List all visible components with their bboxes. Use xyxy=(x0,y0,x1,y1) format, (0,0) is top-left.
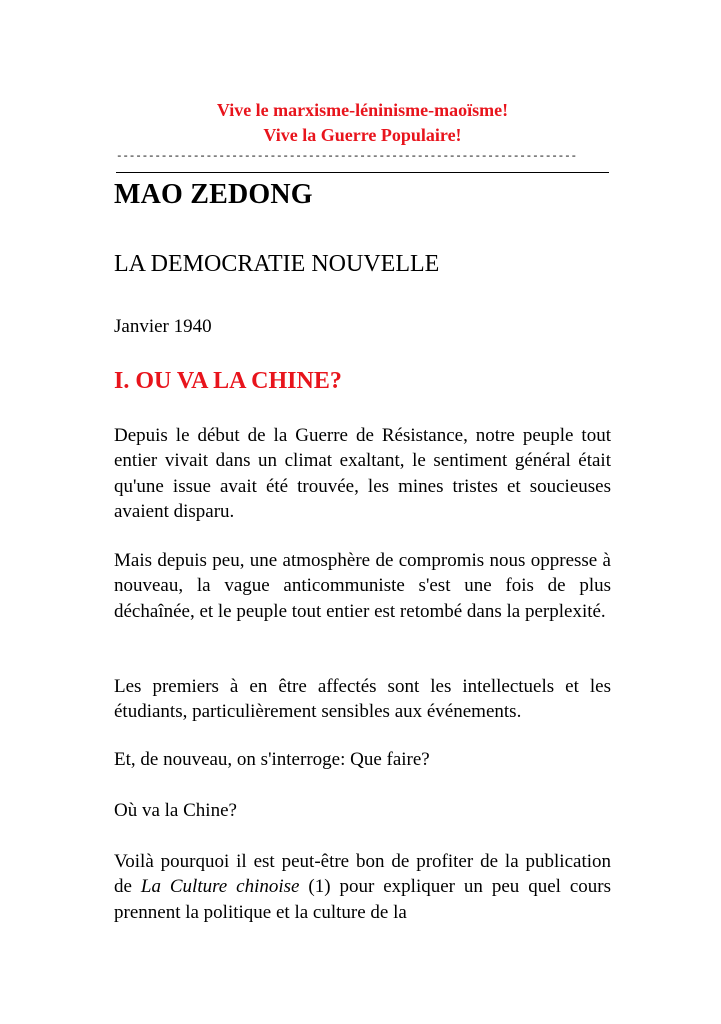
paragraph: Et, de nouveau, on s'interroge: Que faire? xyxy=(114,749,430,770)
slogan-peoples-war: Vive la Guerre Populaire! xyxy=(263,125,462,145)
work-title: LA DEMOCRATIE NOUVELLE xyxy=(114,251,440,277)
italic-publication-title: La Culture chinoise xyxy=(140,876,300,898)
publication-date: Janvier 1940 xyxy=(114,316,212,337)
paragraph: Où va la Chine? xyxy=(114,800,237,821)
paragraph-text: Voilà pourquoi il est peut-être bon de profiter de la publication de xyxy=(114,851,611,898)
slogan-marxism: Vive le marxisme-léninisme-maoïsme! xyxy=(216,100,509,120)
section-heading: I. OU VA LA CHINE? xyxy=(114,368,342,394)
paragraph: Depuis le début de la Guerre de Résistance, notre peuple tout entier vivait dans un climat exaltant, le sentiment général était qu'une issue avait été trouvée, les mines tristes et soucieuses avaient disparu. xyxy=(114,425,611,523)
paragraph: Les premiers à en être affectés sont les intellectuels et les étudiants, particulièrement sensibles aux événements. xyxy=(114,676,611,723)
paragraph: Mais depuis peu, une atmosphère de compromis nous oppresse à nouveau, la vague anticommuniste s'est une fois de plus déchaînée, et le peuple tout entier est retombé dans la perplexité. xyxy=(114,550,611,622)
dashed-separator: ------------------------------------------------------------------------ xyxy=(116,151,577,163)
paragraph-text: (1) pour expliquer un peu quel cours prennent la politique et la culture de la xyxy=(114,876,611,923)
horizontal-rule xyxy=(116,172,609,173)
author-name: MAO ZEDONG xyxy=(114,179,313,210)
paragraph xyxy=(114,849,611,925)
